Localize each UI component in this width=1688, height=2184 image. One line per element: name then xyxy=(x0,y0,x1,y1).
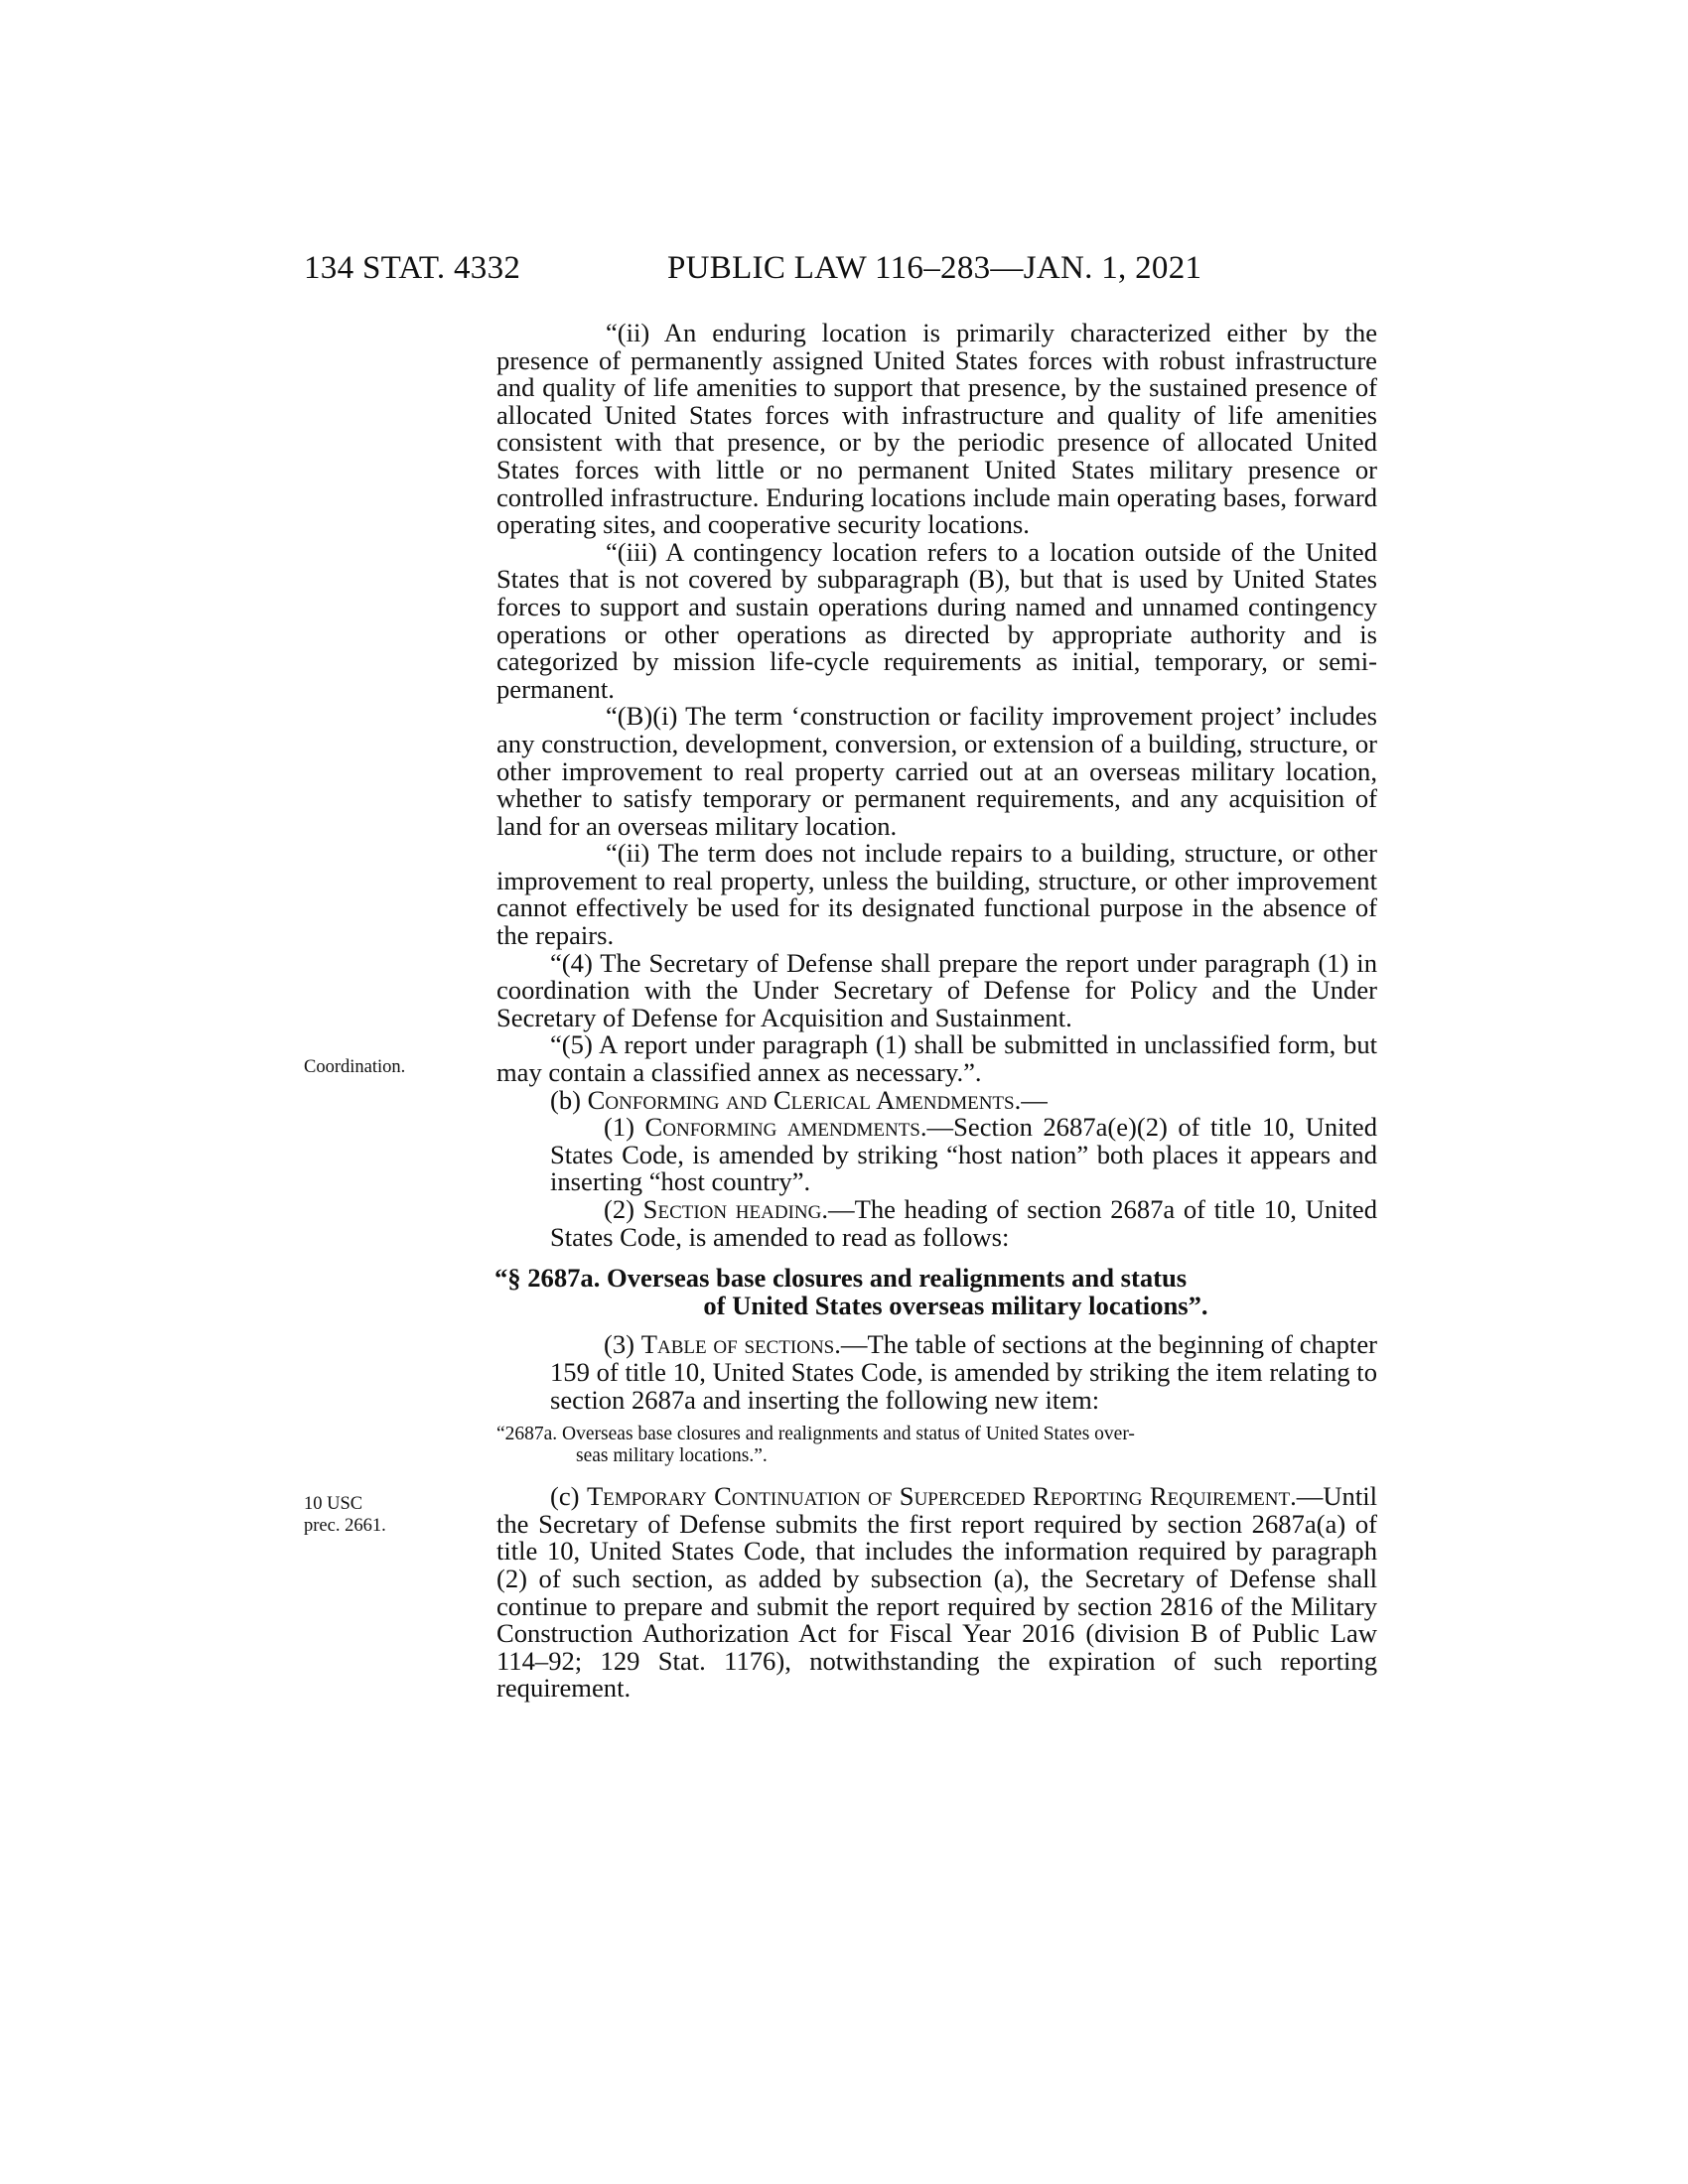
subsection-b-heading xyxy=(496,1084,1377,1115)
paragraph-construction-definition: “(B)(i) The term ‘construction or facility improvement project’ includes any construction, development, conversion, or extension of a building, structure, or other improvement to real property carried out at an overseas military location, whether to satisfy temporary or permanent requirements, and any acquisition of land for an overseas military location. xyxy=(496,701,1377,841)
subsection-b-label: (b) xyxy=(550,1084,588,1115)
paragraph-conforming-amendments xyxy=(496,1114,1377,1196)
paragraph-table-of-sections xyxy=(496,1331,1377,1414)
subsection-c-title: Temporary Continuation of Superceded Reporting Requirement xyxy=(586,1481,1291,1512)
subsection-b-dash: .— xyxy=(1014,1084,1048,1115)
margin-note-usc-citation xyxy=(304,1493,386,1537)
subsection-c-label: (c) xyxy=(550,1481,587,1512)
paragraph-1-label: (1) xyxy=(604,1112,645,1143)
subsection-c-text: .—Until the Secretary of Defense submits the first report required by section 2687a(a) of title 10, United States Code, that includes the information required by paragraph (2) of such section, as added by subsection (a), the Secretary of Defense shall continue to prepare and submit the report required by section 2816 of the Military Construction Authorization Act for Fiscal Year 2016 (division B of Public Law 114–92; 129 Stat. 1176), notwithstanding the expiration of such reporting requirement. xyxy=(496,1481,1377,1704)
toc-item-line1: “2687a. Overseas base closures and realignments and status of United States over- xyxy=(496,1424,1135,1445)
margin-note-coordination: Coordination. xyxy=(304,1057,406,1077)
paragraph-3-text: .—The table of sections at the beginning of chapter 159 of title 10, United States Code, is amended by striking the item relating to section 2687a and inserting the following new item: xyxy=(550,1329,1377,1415)
table-of-sections-item xyxy=(496,1424,1377,1467)
margin-note-usc-line2: prec. 2661. xyxy=(304,1516,386,1536)
paragraph-coordination: “(4) The Secretary of Defense shall prepare the report under paragraph (1) in coordination with the Under Secretary of Defense for Policy and the Under Secretary of Defense for Acquisition and Sustainment. xyxy=(496,947,1377,1032)
statute-page-reference: 134 STAT. 4332 xyxy=(304,250,521,286)
paragraph-1-title: Conforming amendments xyxy=(644,1112,920,1143)
subsection-c-temporary-continuation xyxy=(496,1483,1377,1703)
body-text xyxy=(496,320,1377,1703)
paragraph-1-text: .—Section 2687a(e)(2) of title 10, United States Code, is amended by striking “host nation” both places it appears and inserting “host country”. xyxy=(550,1112,1377,1197)
section-heading-line2: of United States overseas military locations”. xyxy=(703,1290,1208,1320)
paragraph-section-heading xyxy=(496,1196,1377,1251)
paragraph-2-label: (2) xyxy=(604,1194,643,1224)
paragraph-2-text: .—The heading of section 2687a of title 10, United States Code, is amended to read as follows: xyxy=(550,1194,1377,1252)
paragraph-enduring-location: “(ii) An enduring location is primarily characterized either by the presence of permanently assigned United States forces with robust infrastructure and quality of life amenities to support that presence, by the sustained presence of allocated United States forces with infrastructure and quality of life amenities consistent with that presence, or by the periodic presence of allocated United States forces with little or no permanent United States military presence or controlled infrastructure. Enduring locations include main operating bases, forward operating sites, and cooperative security locations. xyxy=(496,318,1377,540)
paragraph-contingency-location: “(iii) A contingency location refers to a location outside of the United States that is not covered by subparagraph (B), but that is used by United States forces to support and sustain operations during named and unnamed contingency operations or other operations as directed by appropriate authority and is categorized by mission life-cycle requirements as initial, temporary, or semi-permanent. xyxy=(496,536,1377,704)
subsection-b-title: Conforming and Clerical Amendments xyxy=(587,1084,1015,1115)
running-header-title: PUBLIC LAW 116–283—JAN. 1, 2021 xyxy=(667,250,1202,286)
paragraph-3-title: Table of sections xyxy=(640,1329,835,1360)
toc-item-line2: seas military locations.”. xyxy=(576,1445,768,1467)
paragraph-3-label: (3) xyxy=(604,1329,641,1360)
section-heading-line1: “§ 2687a. Overseas base closures and realignments and status xyxy=(494,1263,1188,1294)
paragraph-repairs-exclusion: “(ii) The term does not include repairs to a building, structure, or other improvement to real property, unless the building, structure, or other improvement cannot effectively be used for its designated functional purpose in the absence of the repairs. xyxy=(496,838,1377,951)
section-2687a-heading xyxy=(496,1265,1377,1319)
paragraph-unclassified-form: “(5) A report under paragraph (1) shall be submitted in unclassified form, but may contain a classified annex as necessary.”. xyxy=(496,1029,1377,1088)
margin-note-usc-line1: 10 USC xyxy=(304,1494,363,1514)
paragraph-2-title: Section heading xyxy=(642,1194,822,1224)
